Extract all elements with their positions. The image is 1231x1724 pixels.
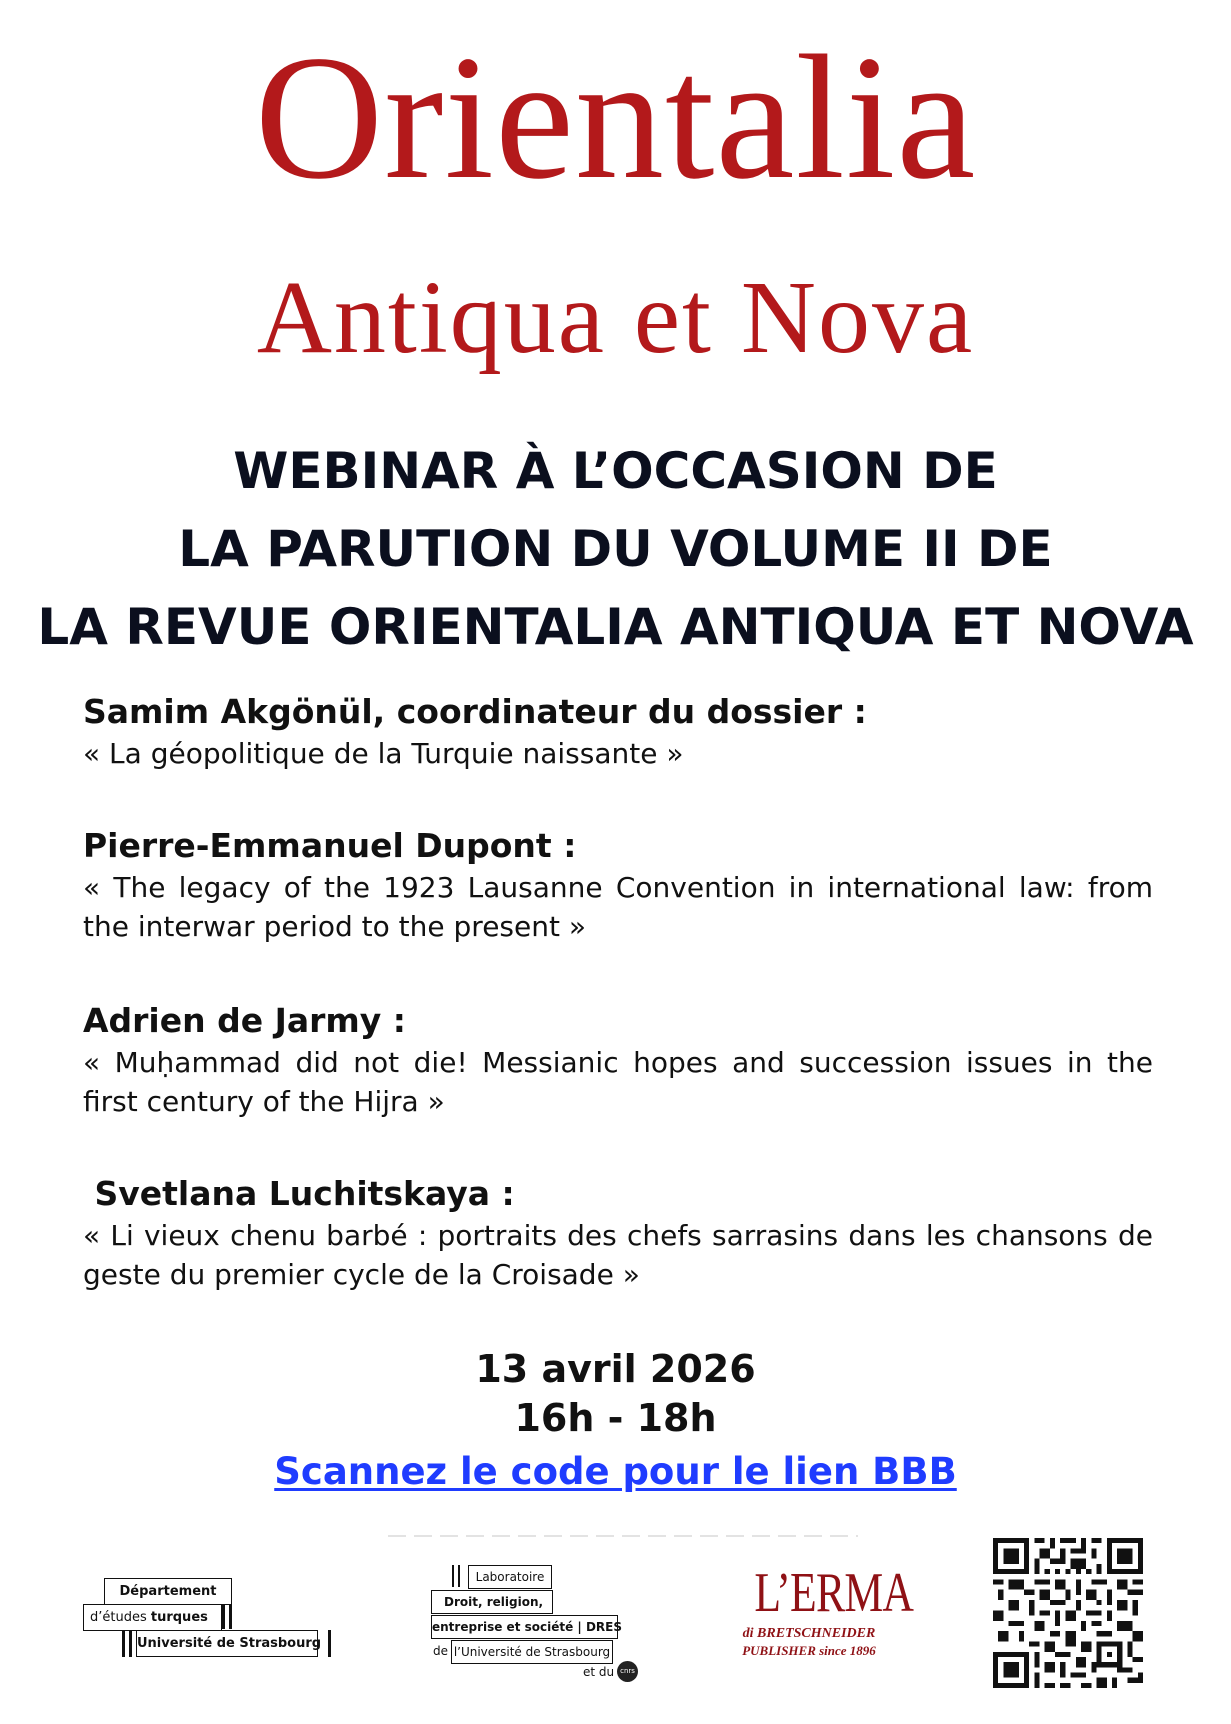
laboratory-logo-line-2: Droit, religion,: [431, 1590, 553, 1614]
logo-bar: [222, 1604, 225, 1629]
talk-item: [83, 1172, 1153, 1294]
speaker-name: Adrien de Jarmy :: [83, 1001, 407, 1040]
talk-item: [83, 824, 1153, 946]
logo-bar: [129, 1630, 132, 1657]
speaker-name: Samim Akgönül, coordinateur du dossier :: [83, 692, 867, 731]
department-logo-bold: turques: [150, 1610, 208, 1625]
talk-title: « The legacy of the 1923 Lausanne Convention in international law: from the interwar period to the present »: [83, 871, 1153, 943]
department-logo-line-1: Département: [104, 1578, 232, 1605]
journal-subtitle: Antiqua et Nova: [256, 260, 975, 375]
department-logo-line-2: [83, 1604, 222, 1631]
laboratory-logo-line-3: entreprise et société | DRES: [431, 1615, 618, 1639]
publisher-line-1: di BRETSCHNEIDER: [742, 1626, 876, 1641]
cnrs-logo: cnrs: [617, 1661, 638, 1682]
headline-line-3: LA REVUE ORIENTALIA ANTIQUA ET NOVA: [37, 598, 1194, 656]
speaker-name: Svetlana Luchitskaya :: [83, 1174, 515, 1213]
publisher-name: L’ERMA: [754, 1562, 914, 1624]
talk-title: « La géopolitique de la Turquie naissante »: [83, 737, 684, 770]
department-logo-line-3: Université de Strasbourg: [136, 1630, 318, 1657]
logo-bar: [328, 1630, 331, 1657]
event-date: 13 avril 2026: [475, 1347, 756, 1391]
logo-bar: [458, 1565, 460, 1587]
talk-item: [83, 999, 1153, 1121]
talk-list: [83, 690, 1153, 1345]
publisher-line-2: PUBLISHER since 1896: [742, 1643, 876, 1658]
divider: [388, 1535, 858, 1537]
speaker-name: Pierre-Emmanuel Dupont :: [83, 826, 577, 865]
talk-title: « Muḥammad did not die! Messianic hopes and succession issues in the first century of the Hijra »: [83, 1046, 1153, 1118]
talk-title: « Li vieux chenu barbé : portraits des chefs sarrasins dans les chansons de geste du premier cycle de la Croisade »: [83, 1219, 1153, 1291]
headline-line-2: LA PARUTION DU VOLUME II DE: [178, 520, 1053, 578]
laboratory-logo-et-du: et du: [583, 1665, 615, 1679]
journal-title: Orientalia: [254, 18, 977, 216]
webinar-headline: [0, 432, 1231, 666]
logo-bar: [452, 1565, 454, 1587]
logo-bar: [122, 1630, 125, 1657]
talk-item: [83, 690, 1153, 773]
event-time: 16h - 18h: [514, 1396, 717, 1440]
bbb-link[interactable]: Scannez le code pour le lien BBB: [274, 1450, 957, 1493]
headline-line-1: WEBINAR À L’OCCASION DE: [233, 442, 998, 500]
logo-bar: [229, 1604, 232, 1629]
department-logo-prefix: d’études: [90, 1610, 151, 1625]
qr-code-icon[interactable]: [993, 1538, 1143, 1688]
laboratory-logo-de: de: [433, 1644, 448, 1658]
laboratory-logo-line-4: l’Université de Strasbourg: [451, 1640, 613, 1664]
publisher-logo: [739, 1560, 914, 1660]
laboratory-logo-line-1: Laboratoire: [468, 1565, 552, 1589]
